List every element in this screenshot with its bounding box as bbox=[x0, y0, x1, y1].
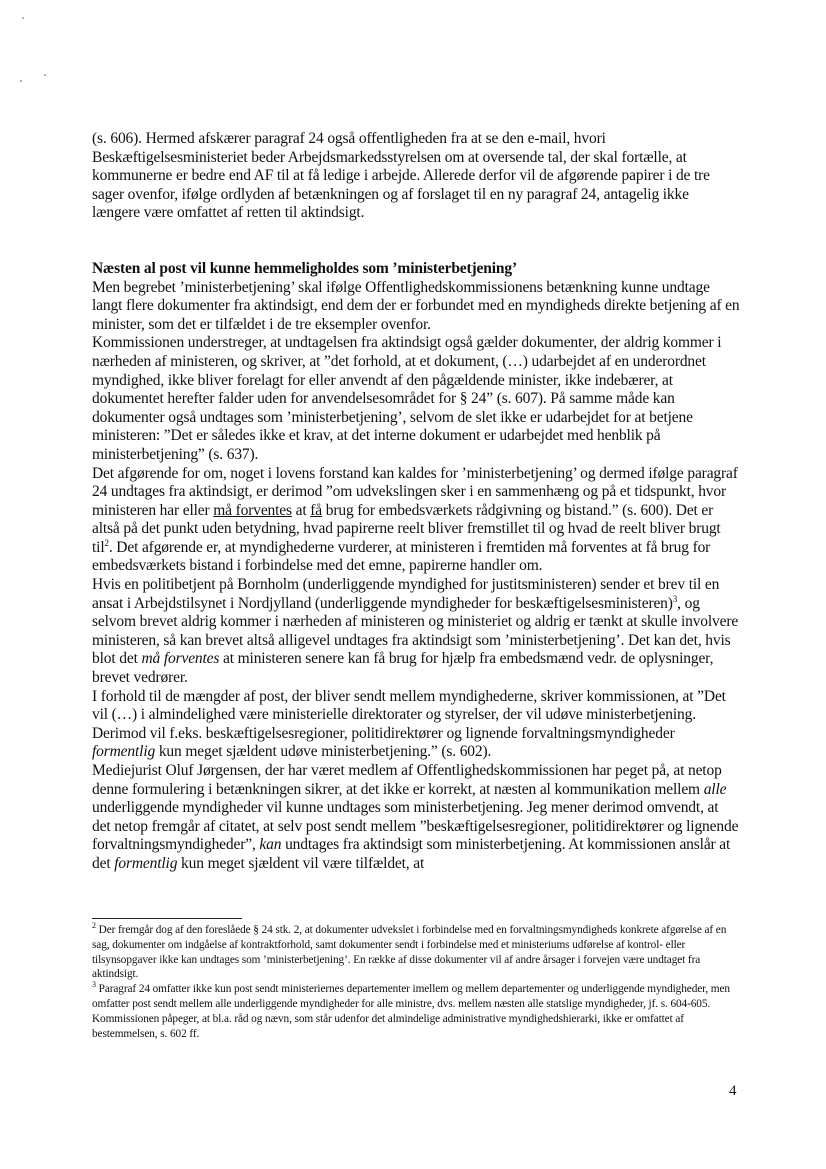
footnote-text: Paragraf 24 omfatter ikke kun post sendt ministeriernes departementer imellem og mellem departementer og underliggende myndigheder, men omfatter post sendt mellem alle underliggende myndigheder for alle ministre, dvs. mellem næsten alle statslige myndigheder, jf. s. 604-605. Kommissionen påpeger, at bl.a. råd og nævn, som står udenfor det almindelige administrative myndighedshierarki, ikke er omfattet af bestemmelsen, s. 602 ff. bbox=[92, 983, 730, 1040]
text-run: I forhold til de mængder af post, der bliver sendt mellem myndighederne, skriver kommissionen, at ”Det vil (…) i almindelighed være ministerielle direktorater og styrelser, der vil udøve ministerbetjening. Derimod vil f.eks. beskæftigelsesregioner, politidirektører og lignende forvaltningsmyndigheder bbox=[92, 687, 726, 742]
paragraph-1: Men begrebet ’ministerbetjening’ skal ifølge Offentlighedskommissionens betænkning kunne undtage langt flere dokumenter fra aktindsigt, end dem der er forbundet med en myndigheds direkte betjening af en minister, som det er tilfældet i de tre eksempler ovenfor. bbox=[92, 278, 740, 333]
scan-speck bbox=[20, 80, 22, 82]
footnote-number: 2 bbox=[92, 921, 96, 931]
footnote-number: 3 bbox=[92, 980, 96, 990]
body-text bbox=[92, 130, 740, 874]
text-run: Mediejurist Oluf Jørgensen, der har været medlem af Offentlighedskommissionen har peget på, at netop denne formulering i betænkningen sikrer, at det ikke er korrekt, at næsten al kommunikation mellem bbox=[92, 762, 722, 798]
footnote-ref-2: 2 bbox=[104, 537, 109, 548]
text-run: at bbox=[291, 501, 311, 519]
section-gap bbox=[92, 223, 740, 260]
paragraph-3 bbox=[92, 465, 740, 577]
text-run: kun meget sjældent vil være tilfældet, at bbox=[177, 854, 425, 872]
footnote-2 bbox=[92, 923, 740, 982]
italic-text: kan bbox=[259, 836, 282, 854]
page-number: 4 bbox=[729, 1083, 737, 1099]
italic-text: alle bbox=[703, 780, 727, 798]
underlined-text: få bbox=[310, 501, 323, 519]
paragraph-6 bbox=[92, 762, 740, 874]
intro-paragraph: (s. 606). Hermed afskærer paragraf 24 også offentligheden fra at se den e-mail, hvori Beskæftigelsesministeriet beder Arbejdsmarkedsstyrelsen om at oversende tal, der skal fortælle, at kommunerne er bedre end AF til at få ledige i arbejde. Allerede derfor vil de afgørende papirer i de tre sager ovenfor, ifølge ordlyden af betænkningen og af forslaget til en ny paragraf 24, antagelig ikke længere være omfattet af retten til aktindsigt. bbox=[92, 130, 710, 222]
scan-speck bbox=[22, 17, 24, 19]
paragraph-2: Kommissionen understreger, at undtagelsen fra aktindsigt også gælder dokumenter, der aldrig kommer i nærheden af ministeren, og skriver, at ”det forhold, at et dokument, (…) udarbejdet af en underordnet myndighed, ikke bliver forelagt for eller anvendt af den pågældende minister, ikke indebærer, at dokumentet herefter falder uden for anvendelsesområdet for § 24” (s. 607). På samme måde kan dokumenter også undtages som ’ministerbetjening’, selvom de slet ikke er udarbejdet for at betjene ministeren: ”Det er således ikke et krav, at det interne dokument er udarbejdet med henblik på ministerbetjening” (s. 637). bbox=[92, 334, 722, 463]
italic-text: formentlig bbox=[92, 743, 156, 761]
footnote-divider bbox=[92, 918, 242, 919]
footnote-3 bbox=[92, 982, 740, 1041]
text-run: , og selvom brevet aldrig kommer i nærheden af ministeren og ministeriet og aldrig er tænkt at skulle involvere ministeren, så kan brevet altså alligevel undtages fra aktindsigt som ’ministerbetjening’. Det kan det, hvis blot det bbox=[92, 594, 739, 668]
footnote-text: Der fremgår dog af den foreslåede § 24 stk. 2, at dokumenter udvekslet i forbindelse med en forvaltningsmyndigheds konkrete afgørelse af en sag, dokumenter om indgåelse af kontraktforhold, samt dokumenter sendt i forbindelse med et ministeriums udførelse af kontrol- eller tilsynsopgaver ikke kan undtages som ’ministerbetjening’. En række af disse dokumenter vil af andre årsager i forvejen være undtaget fra aktindsigt. bbox=[92, 924, 727, 981]
text-run: undtages fra aktindsigt som ministerbetjening. At kommissionen anslår at det bbox=[92, 836, 731, 872]
text-run: . Det afgørende er, at myndighederne vurderer, at ministeren i fremtiden må forventes at få brug for embedsværkets bistand i forbindelse med det emne, papirerne handler om. bbox=[92, 538, 711, 575]
footnotes bbox=[92, 923, 740, 1041]
underlined-text: må forventes bbox=[213, 501, 292, 519]
text-run: brug for embedsværkets rådgivning og bistand.” (s. 600). Det er altså på det punkt uden betydning, hvad papirerne reelt bliver fremstillet til og hvad de reelt bliver brugt til bbox=[92, 501, 721, 556]
scan-speck bbox=[44, 74, 46, 76]
section-heading: Næsten al post vil kunne hemmeligholdes som ’ministerbetjening’ bbox=[92, 259, 517, 277]
paragraph-5 bbox=[92, 688, 740, 762]
italic-text: må forventes bbox=[141, 650, 220, 668]
text-run: at ministeren senere kan få brug for hjælp fra embedsmænd vedr. de oplysninger, brevet vedrører. bbox=[92, 650, 714, 687]
italic-text: formentlig bbox=[114, 854, 178, 872]
text-run: kun meget sjældent udøve ministerbetjening.” (s. 602). bbox=[155, 743, 492, 761]
paragraph-4 bbox=[92, 576, 740, 688]
text-run: Hvis en politibetjent på Bornholm (underliggende myndighed for justitsministeren) sender et brev til en ansat i Arbejdstilsynet i Nordjylland (underliggende myndigheder for beskæftigelsesministeren) bbox=[92, 576, 720, 612]
text-run: Det afgørende for om, noget i lovens forstand kan kaldes for ’ministerbetjening’ og dermed ifølge paragraf 24 undtages fra aktindsigt, er derimod ”om udvekslingen sker i en sammenhæng og på et tidspunkt, hvor ministeren har eller bbox=[92, 464, 738, 519]
footnote-ref-3: 3 bbox=[672, 593, 678, 604]
text-run: underliggende myndigheder vil kunne undtages som ministerbetjening. Jeg mener derimod omvendt, at det netop fremgår af citatet, at selv post sendt mellem ”beskæftigelsesregioner, politidirektører og lignende forvaltningsmyndigheder”, bbox=[92, 799, 739, 854]
